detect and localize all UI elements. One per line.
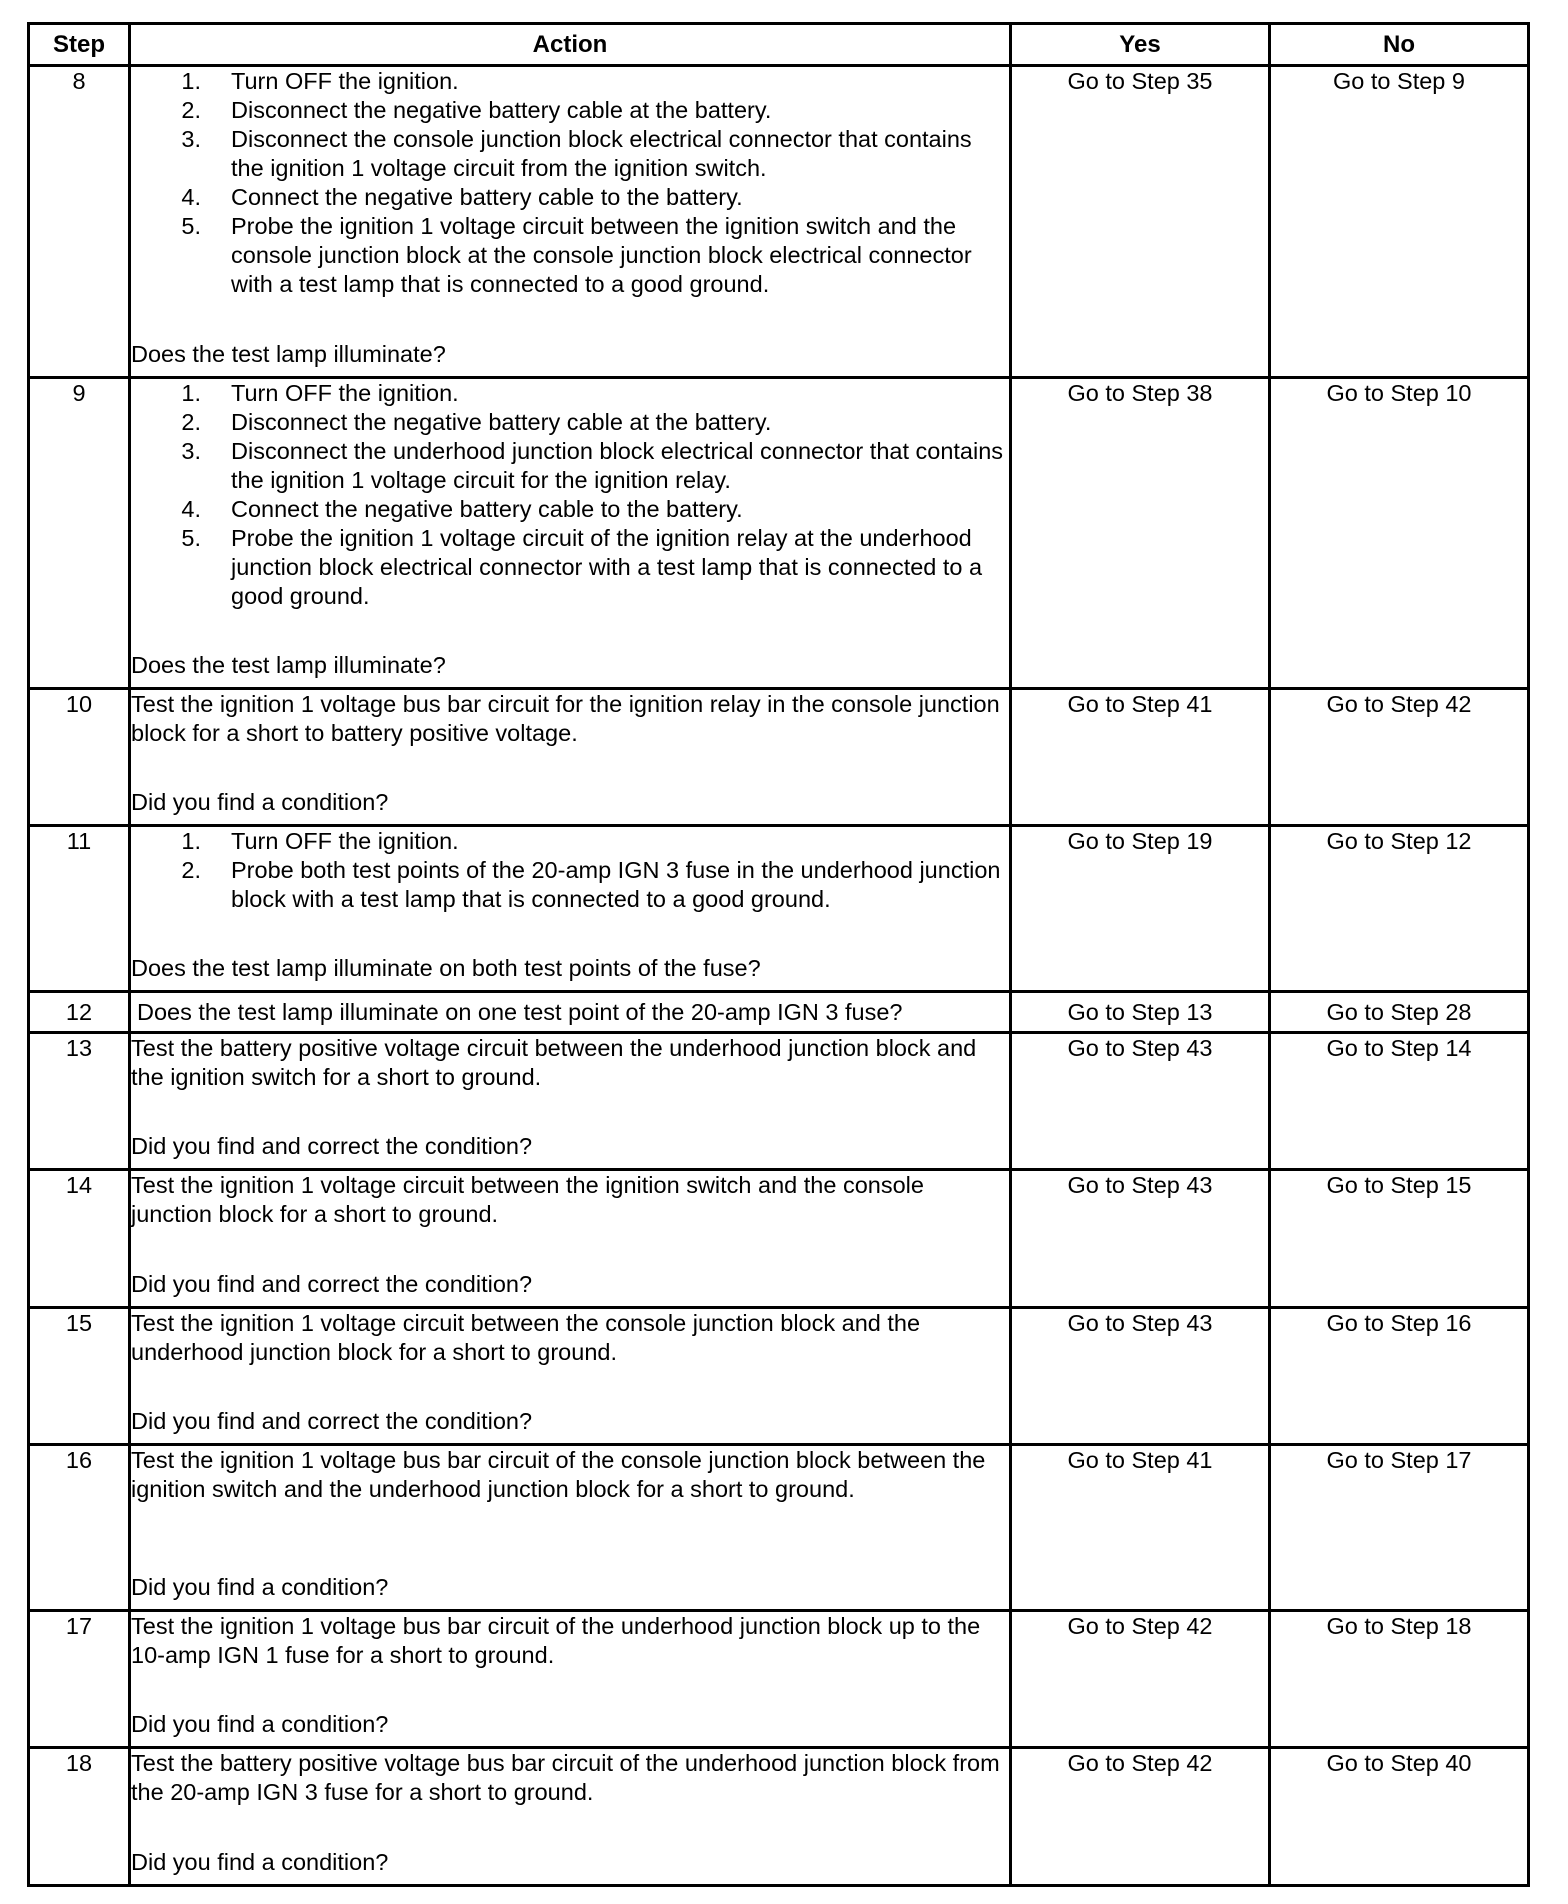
action-cell bbox=[130, 1748, 1011, 1886]
step-number: 16 bbox=[29, 1445, 130, 1611]
table-row bbox=[29, 1170, 1529, 1308]
action-step: 3. Disconnect the underhood junction block electrical connector that contains the ignition 1 voltage circuit for the ignition relay. bbox=[181, 438, 1004, 493]
action-cell bbox=[130, 826, 1011, 992]
table-row bbox=[29, 1748, 1529, 1886]
action-question: Did you find a condition? bbox=[131, 789, 389, 815]
step-number: 13 bbox=[29, 1033, 130, 1170]
action-text: Test the ignition 1 voltage bus bar circuit of the console junction block between the ignition switch and the underhood junction block for a short to ground. bbox=[131, 1447, 986, 1502]
action-question: Does the test lamp illuminate on both test points of the fuse? bbox=[131, 955, 761, 981]
step-number: 15 bbox=[29, 1308, 130, 1445]
table-row bbox=[29, 1308, 1529, 1445]
action-cell bbox=[130, 1445, 1011, 1611]
action-cell bbox=[130, 1611, 1011, 1748]
action-steps bbox=[131, 379, 1009, 611]
action-text: Test the ignition 1 voltage bus bar circuit for the ignition relay in the console junction block for a short to battery positive voltage. bbox=[131, 691, 1000, 746]
step-number: 18 bbox=[29, 1748, 130, 1886]
action-step: 1. Turn OFF the ignition. bbox=[181, 828, 459, 854]
action-step: 4. Connect the negative battery cable to the battery. bbox=[181, 184, 743, 210]
no-answer: Go to Step 12 bbox=[1270, 826, 1529, 992]
table-row bbox=[29, 66, 1529, 378]
yes-answer: Go to Step 38 bbox=[1011, 378, 1270, 689]
no-answer: Go to Step 10 bbox=[1270, 378, 1529, 689]
header-yes: Yes bbox=[1011, 24, 1270, 66]
action-text: Test the ignition 1 voltage circuit between the ignition switch and the console junction block for a short to ground. bbox=[131, 1172, 924, 1227]
table-row bbox=[29, 689, 1529, 826]
no-answer: Go to Step 18 bbox=[1270, 1611, 1529, 1748]
action-question: Did you find a condition? bbox=[131, 1574, 389, 1600]
action-step: 1. Turn OFF the ignition. bbox=[181, 68, 459, 94]
table-row bbox=[29, 1033, 1529, 1170]
no-answer: Go to Step 17 bbox=[1270, 1445, 1529, 1611]
yes-answer: Go to Step 19 bbox=[1011, 826, 1270, 992]
action-step: 5. Probe the ignition 1 voltage circuit between the ignition switch and the console junction block at the console junction block electrical connector with a test lamp that is connected to a good ground. bbox=[181, 213, 972, 297]
yes-answer: Go to Step 42 bbox=[1011, 1748, 1270, 1886]
yes-answer: Go to Step 42 bbox=[1011, 1611, 1270, 1748]
action-question: Does the test lamp illuminate? bbox=[131, 341, 446, 367]
table-row bbox=[29, 992, 1529, 1033]
action-cell bbox=[130, 1033, 1011, 1170]
table-row bbox=[29, 1445, 1529, 1611]
action-step: 3. Disconnect the console junction block electrical connector that contains the ignition 1 voltage circuit from the ignition switch. bbox=[181, 126, 972, 181]
action-cell bbox=[130, 378, 1011, 689]
no-answer: Go to Step 16 bbox=[1270, 1308, 1529, 1445]
step-number: 12 bbox=[29, 992, 130, 1033]
step-number: 9 bbox=[29, 378, 130, 689]
step-number: 8 bbox=[29, 66, 130, 378]
no-answer: Go to Step 40 bbox=[1270, 1748, 1529, 1886]
step-number: 11 bbox=[29, 826, 130, 992]
action-step: 2. Disconnect the negative battery cable at the battery. bbox=[181, 97, 772, 123]
header-no: No bbox=[1270, 24, 1529, 66]
yes-answer: Go to Step 41 bbox=[1011, 1445, 1270, 1611]
step-number: 14 bbox=[29, 1170, 130, 1308]
action-question: Did you find and correct the condition? bbox=[131, 1408, 533, 1434]
no-answer: Go to Step 15 bbox=[1270, 1170, 1529, 1308]
action-cell bbox=[130, 1170, 1011, 1308]
action-question: Does the test lamp illuminate? bbox=[131, 652, 446, 678]
action-text: Test the ignition 1 voltage bus bar circuit of the underhood junction block up to the 10-amp IGN 1 fuse for a short to ground. bbox=[131, 1613, 981, 1668]
action-text: Test the ignition 1 voltage circuit between the console junction block and the underhood junction block for a short to ground. bbox=[131, 1310, 921, 1365]
table-row bbox=[29, 378, 1529, 689]
action-text: Test the battery positive voltage bus bar circuit of the underhood junction block from the 20-amp IGN 3 fuse for a short to ground. bbox=[131, 1750, 1000, 1805]
header-step: Step bbox=[29, 24, 130, 66]
action-steps bbox=[131, 827, 1009, 914]
action-cell bbox=[130, 689, 1011, 826]
diagnostic-table bbox=[27, 22, 1530, 1887]
action-cell bbox=[130, 1308, 1011, 1445]
no-answer: Go to Step 42 bbox=[1270, 689, 1529, 826]
no-answer: Go to Step 14 bbox=[1270, 1033, 1529, 1170]
action-text: Test the battery positive voltage circuit between the underhood junction block and the ignition switch for a short to ground. bbox=[131, 1035, 977, 1090]
action-step: 5. Probe the ignition 1 voltage circuit of the ignition relay at the underhood junction block electrical connector with a test lamp that is connected to a good ground. bbox=[181, 525, 983, 609]
table-row bbox=[29, 1611, 1529, 1748]
action-step: 2. Disconnect the negative battery cable at the battery. bbox=[181, 409, 772, 435]
yes-answer: Go to Step 43 bbox=[1011, 1308, 1270, 1445]
action-steps bbox=[131, 67, 1009, 299]
yes-answer: Go to Step 43 bbox=[1011, 1170, 1270, 1308]
action-question: Did you find a condition? bbox=[131, 1711, 389, 1737]
header-row bbox=[29, 24, 1529, 66]
action-step: 2. Probe both test points of the 20-amp IGN 3 fuse in the underhood junction block with a test lamp that is connected to a good ground. bbox=[181, 857, 1001, 912]
action-question: Did you find a condition? bbox=[131, 1849, 389, 1875]
action-question: Did you find and correct the condition? bbox=[131, 1271, 533, 1297]
action-step: 4. Connect the negative battery cable to the battery. bbox=[181, 496, 743, 522]
yes-answer: Go to Step 13 bbox=[1011, 992, 1270, 1033]
action-cell bbox=[130, 66, 1011, 378]
yes-answer: Go to Step 43 bbox=[1011, 1033, 1270, 1170]
header-action: Action bbox=[130, 24, 1011, 66]
step-number: 17 bbox=[29, 1611, 130, 1748]
yes-answer: Go to Step 41 bbox=[1011, 689, 1270, 826]
step-number: 10 bbox=[29, 689, 130, 826]
no-answer: Go to Step 9 bbox=[1270, 66, 1529, 378]
yes-answer: Go to Step 35 bbox=[1011, 66, 1270, 378]
table-row bbox=[29, 826, 1529, 992]
action-step: 1. Turn OFF the ignition. bbox=[181, 380, 459, 406]
action-question: Did you find and correct the condition? bbox=[131, 1133, 533, 1159]
action-question: Does the test lamp illuminate on one test point of the 20-amp IGN 3 fuse? bbox=[130, 992, 1011, 1033]
no-answer: Go to Step 28 bbox=[1270, 992, 1529, 1033]
